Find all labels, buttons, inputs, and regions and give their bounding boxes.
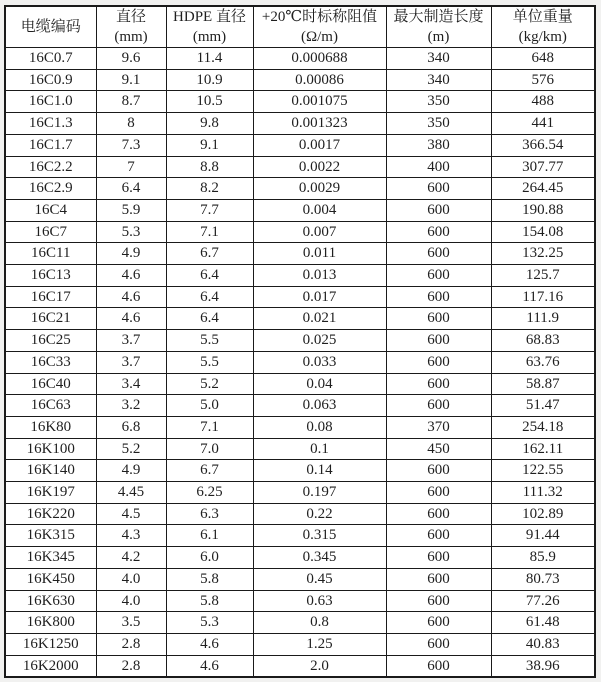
cell-max-length: 600 <box>386 590 491 612</box>
cell-max-length: 600 <box>386 525 491 547</box>
cell-unit-weight: 40.83 <box>491 633 595 655</box>
cell-cable-code: 16C40 <box>5 373 96 395</box>
cell-unit-weight: 366.54 <box>491 134 595 156</box>
table-row <box>5 69 595 91</box>
cell-hdpe-diameter: 11.4 <box>166 48 253 70</box>
cell-diameter: 5.2 <box>96 438 166 460</box>
cell-max-length: 600 <box>386 460 491 482</box>
cell-cable-code: 16K800 <box>5 612 96 634</box>
column-label: 最大制造长度 <box>393 9 484 25</box>
cell-hdpe-diameter: 4.6 <box>166 655 253 677</box>
cell-unit-weight: 91.44 <box>491 525 595 547</box>
cell-diameter: 2.8 <box>96 633 166 655</box>
cell-max-length: 600 <box>386 199 491 221</box>
cell-max-length: 370 <box>386 416 491 438</box>
table-row <box>5 351 595 373</box>
cell-cable-code: 16C2.9 <box>5 178 96 200</box>
cell-nominal-resistance: 0.004 <box>253 199 386 221</box>
cell-hdpe-diameter: 5.8 <box>166 568 253 590</box>
cell-nominal-resistance: 0.22 <box>253 503 386 525</box>
cell-nominal-resistance: 0.0022 <box>253 156 386 178</box>
cell-cable-code: 16C4 <box>5 199 96 221</box>
cell-hdpe-diameter: 8.8 <box>166 156 253 178</box>
cell-hdpe-diameter: 9.8 <box>166 113 253 135</box>
cell-diameter: 4.2 <box>96 547 166 569</box>
cell-nominal-resistance: 2.0 <box>253 655 386 677</box>
cell-nominal-resistance: 0.45 <box>253 568 386 590</box>
cell-max-length: 600 <box>386 243 491 265</box>
cell-cable-code: 16K80 <box>5 416 96 438</box>
cell-nominal-resistance: 0.315 <box>253 525 386 547</box>
cell-cable-code: 16C25 <box>5 330 96 352</box>
table-row <box>5 330 595 352</box>
cell-diameter: 4.6 <box>96 265 166 287</box>
cell-max-length: 450 <box>386 438 491 460</box>
table-row <box>5 568 595 590</box>
column-header-max-length <box>386 6 491 48</box>
cell-diameter: 5.9 <box>96 199 166 221</box>
cell-diameter: 3.7 <box>96 330 166 352</box>
cell-nominal-resistance: 0.04 <box>253 373 386 395</box>
cell-unit-weight: 80.73 <box>491 568 595 590</box>
cell-cable-code: 16C0.9 <box>5 69 96 91</box>
cell-max-length: 400 <box>386 156 491 178</box>
cell-diameter: 4.0 <box>96 590 166 612</box>
cell-cable-code: 16K100 <box>5 438 96 460</box>
cell-unit-weight: 122.55 <box>491 460 595 482</box>
cell-nominal-resistance: 0.063 <box>253 395 386 417</box>
table-row <box>5 460 595 482</box>
cell-diameter: 4.45 <box>96 482 166 504</box>
cable-spec-table-container <box>4 5 596 678</box>
cell-max-length: 380 <box>386 134 491 156</box>
cell-hdpe-diameter: 5.5 <box>166 330 253 352</box>
cell-nominal-resistance: 0.00086 <box>253 69 386 91</box>
cell-unit-weight: 77.26 <box>491 590 595 612</box>
cell-nominal-resistance: 0.0017 <box>253 134 386 156</box>
cell-unit-weight: 264.45 <box>491 178 595 200</box>
cell-unit-weight: 441 <box>491 113 595 135</box>
cell-diameter: 3.2 <box>96 395 166 417</box>
cell-hdpe-diameter: 7.0 <box>166 438 253 460</box>
cell-diameter: 3.5 <box>96 612 166 634</box>
cell-max-length: 600 <box>386 568 491 590</box>
column-unit: (mm) <box>114 29 148 45</box>
table-body <box>5 48 595 678</box>
cell-diameter: 7 <box>96 156 166 178</box>
table-row <box>5 503 595 525</box>
cell-hdpe-diameter: 6.3 <box>166 503 253 525</box>
cell-diameter: 4.5 <box>96 503 166 525</box>
table-row <box>5 48 595 70</box>
cell-nominal-resistance: 0.8 <box>253 612 386 634</box>
cell-diameter: 3.4 <box>96 373 166 395</box>
cell-cable-code: 16C21 <box>5 308 96 330</box>
cell-unit-weight: 102.89 <box>491 503 595 525</box>
cell-unit-weight: 576 <box>491 69 595 91</box>
column-label: +20℃时标称阻值 <box>261 9 378 25</box>
column-header-diameter <box>96 6 166 48</box>
table-row <box>5 416 595 438</box>
cell-hdpe-diameter: 4.6 <box>166 633 253 655</box>
table-row <box>5 113 595 135</box>
cell-max-length: 600 <box>386 547 491 569</box>
cell-unit-weight: 307.77 <box>491 156 595 178</box>
cell-cable-code: 16C11 <box>5 243 96 265</box>
cell-unit-weight: 63.76 <box>491 351 595 373</box>
table-row <box>5 156 595 178</box>
cell-diameter: 3.7 <box>96 351 166 373</box>
cell-unit-weight: 254.18 <box>491 416 595 438</box>
cell-nominal-resistance: 1.25 <box>253 633 386 655</box>
cell-hdpe-diameter: 6.7 <box>166 460 253 482</box>
table-row <box>5 373 595 395</box>
cable-spec-table <box>4 5 596 678</box>
cell-cable-code: 16K1250 <box>5 633 96 655</box>
cell-unit-weight: 132.25 <box>491 243 595 265</box>
cell-unit-weight: 51.47 <box>491 395 595 417</box>
cell-nominal-resistance: 0.001075 <box>253 91 386 113</box>
cell-max-length: 600 <box>386 351 491 373</box>
cell-cable-code: 16K450 <box>5 568 96 590</box>
table-row <box>5 134 595 156</box>
cell-nominal-resistance: 0.013 <box>253 265 386 287</box>
cell-unit-weight: 61.48 <box>491 612 595 634</box>
cell-cable-code: 16C1.3 <box>5 113 96 135</box>
cell-cable-code: 16C1.0 <box>5 91 96 113</box>
cell-cable-code: 16C33 <box>5 351 96 373</box>
table-row <box>5 178 595 200</box>
cell-hdpe-diameter: 5.8 <box>166 590 253 612</box>
cell-cable-code: 16C1.7 <box>5 134 96 156</box>
column-unit: (kg/km) <box>518 29 567 45</box>
cell-hdpe-diameter: 6.0 <box>166 547 253 569</box>
cell-max-length: 600 <box>386 178 491 200</box>
column-label: HDPE 直径 <box>173 9 246 25</box>
cell-nominal-resistance: 0.08 <box>253 416 386 438</box>
cell-max-length: 350 <box>386 91 491 113</box>
table-row <box>5 308 595 330</box>
table-row <box>5 395 595 417</box>
cell-cable-code: 16K140 <box>5 460 96 482</box>
table-row <box>5 655 595 677</box>
cell-nominal-resistance: 0.007 <box>253 221 386 243</box>
cell-hdpe-diameter: 5.2 <box>166 373 253 395</box>
table-row <box>5 633 595 655</box>
column-header-nominal-resistance <box>253 6 386 48</box>
cell-hdpe-diameter: 7.1 <box>166 221 253 243</box>
cell-max-length: 600 <box>386 221 491 243</box>
cell-cable-code: 16K220 <box>5 503 96 525</box>
cell-unit-weight: 488 <box>491 91 595 113</box>
cell-nominal-resistance: 0.345 <box>253 547 386 569</box>
cell-unit-weight: 162.11 <box>491 438 595 460</box>
cell-diameter: 4.6 <box>96 286 166 308</box>
column-header-unit-weight <box>491 6 595 48</box>
cell-nominal-resistance: 0.033 <box>253 351 386 373</box>
cell-max-length: 600 <box>386 373 491 395</box>
table-row <box>5 243 595 265</box>
cell-diameter: 9.1 <box>96 69 166 91</box>
cell-diameter: 6.4 <box>96 178 166 200</box>
cell-max-length: 350 <box>386 113 491 135</box>
cell-diameter: 4.3 <box>96 525 166 547</box>
cell-cable-code: 16C13 <box>5 265 96 287</box>
cell-hdpe-diameter: 7.7 <box>166 199 253 221</box>
header-row <box>5 6 595 48</box>
cell-unit-weight: 117.16 <box>491 286 595 308</box>
cell-nominal-resistance: 0.001323 <box>253 113 386 135</box>
cell-max-length: 340 <box>386 48 491 70</box>
cell-hdpe-diameter: 5.3 <box>166 612 253 634</box>
cell-unit-weight: 68.83 <box>491 330 595 352</box>
table-row <box>5 265 595 287</box>
cell-hdpe-diameter: 6.4 <box>166 265 253 287</box>
cell-diameter: 9.6 <box>96 48 166 70</box>
cell-hdpe-diameter: 7.1 <box>166 416 253 438</box>
cell-diameter: 5.3 <box>96 221 166 243</box>
cell-max-length: 600 <box>386 265 491 287</box>
cell-nominal-resistance: 0.025 <box>253 330 386 352</box>
cell-diameter: 4.9 <box>96 243 166 265</box>
cell-nominal-resistance: 0.000688 <box>253 48 386 70</box>
column-unit: (Ω/m) <box>301 29 338 45</box>
cell-hdpe-diameter: 10.5 <box>166 91 253 113</box>
cell-unit-weight: 154.08 <box>491 221 595 243</box>
table-row <box>5 286 595 308</box>
cell-max-length: 600 <box>386 286 491 308</box>
cell-max-length: 600 <box>386 308 491 330</box>
cell-cable-code: 16K197 <box>5 482 96 504</box>
cell-cable-code: 16C2.2 <box>5 156 96 178</box>
table-row <box>5 612 595 634</box>
column-header-cable-code <box>5 6 96 48</box>
cell-hdpe-diameter: 9.1 <box>166 134 253 156</box>
cell-max-length: 600 <box>386 330 491 352</box>
table-row <box>5 590 595 612</box>
cell-diameter: 4.0 <box>96 568 166 590</box>
cell-max-length: 600 <box>386 482 491 504</box>
cell-diameter: 2.8 <box>96 655 166 677</box>
column-header-hdpe-diameter <box>166 6 253 48</box>
table-row <box>5 221 595 243</box>
cell-max-length: 600 <box>386 633 491 655</box>
cell-nominal-resistance: 0.14 <box>253 460 386 482</box>
cell-hdpe-diameter: 6.25 <box>166 482 253 504</box>
table-row <box>5 199 595 221</box>
column-label: 直径 <box>115 9 146 25</box>
table-row <box>5 91 595 113</box>
cell-nominal-resistance: 0.017 <box>253 286 386 308</box>
cell-hdpe-diameter: 6.7 <box>166 243 253 265</box>
cell-hdpe-diameter: 8.2 <box>166 178 253 200</box>
table-row <box>5 438 595 460</box>
cell-cable-code: 16K315 <box>5 525 96 547</box>
cell-cable-code: 16C7 <box>5 221 96 243</box>
column-unit: (m) <box>427 29 450 45</box>
cell-diameter: 8.7 <box>96 91 166 113</box>
cell-unit-weight: 38.96 <box>491 655 595 677</box>
cell-nominal-resistance: 0.63 <box>253 590 386 612</box>
cell-nominal-resistance: 0.197 <box>253 482 386 504</box>
column-label: 电缆编码 <box>20 19 81 35</box>
cell-unit-weight: 190.88 <box>491 199 595 221</box>
cell-cable-code: 16K345 <box>5 547 96 569</box>
cell-diameter: 4.6 <box>96 308 166 330</box>
cell-unit-weight: 648 <box>491 48 595 70</box>
cell-max-length: 600 <box>386 503 491 525</box>
cell-cable-code: 16C0.7 <box>5 48 96 70</box>
cell-hdpe-diameter: 6.4 <box>166 286 253 308</box>
cell-diameter: 6.8 <box>96 416 166 438</box>
cell-max-length: 340 <box>386 69 491 91</box>
cell-max-length: 600 <box>386 395 491 417</box>
cell-hdpe-diameter: 6.4 <box>166 308 253 330</box>
cell-nominal-resistance: 0.021 <box>253 308 386 330</box>
cell-hdpe-diameter: 5.0 <box>166 395 253 417</box>
cell-unit-weight: 111.32 <box>491 482 595 504</box>
cell-nominal-resistance: 0.0029 <box>253 178 386 200</box>
cell-max-length: 600 <box>386 655 491 677</box>
table-row <box>5 482 595 504</box>
cell-cable-code: 16C17 <box>5 286 96 308</box>
cell-nominal-resistance: 0.011 <box>253 243 386 265</box>
cell-cable-code: 16K2000 <box>5 655 96 677</box>
column-label: 单位重量 <box>512 9 573 25</box>
cell-unit-weight: 85.9 <box>491 547 595 569</box>
cell-unit-weight: 111.9 <box>491 308 595 330</box>
cell-unit-weight: 125.7 <box>491 265 595 287</box>
cell-hdpe-diameter: 5.5 <box>166 351 253 373</box>
cell-unit-weight: 58.87 <box>491 373 595 395</box>
table-row <box>5 525 595 547</box>
cell-diameter: 7.3 <box>96 134 166 156</box>
column-unit: (mm) <box>192 29 227 45</box>
cell-hdpe-diameter: 6.1 <box>166 525 253 547</box>
cell-hdpe-diameter: 10.9 <box>166 69 253 91</box>
cell-nominal-resistance: 0.1 <box>253 438 386 460</box>
table-row <box>5 547 595 569</box>
cell-cable-code: 16C63 <box>5 395 96 417</box>
cell-diameter: 4.9 <box>96 460 166 482</box>
cell-cable-code: 16K630 <box>5 590 96 612</box>
cell-diameter: 8 <box>96 113 166 135</box>
cell-max-length: 600 <box>386 612 491 634</box>
